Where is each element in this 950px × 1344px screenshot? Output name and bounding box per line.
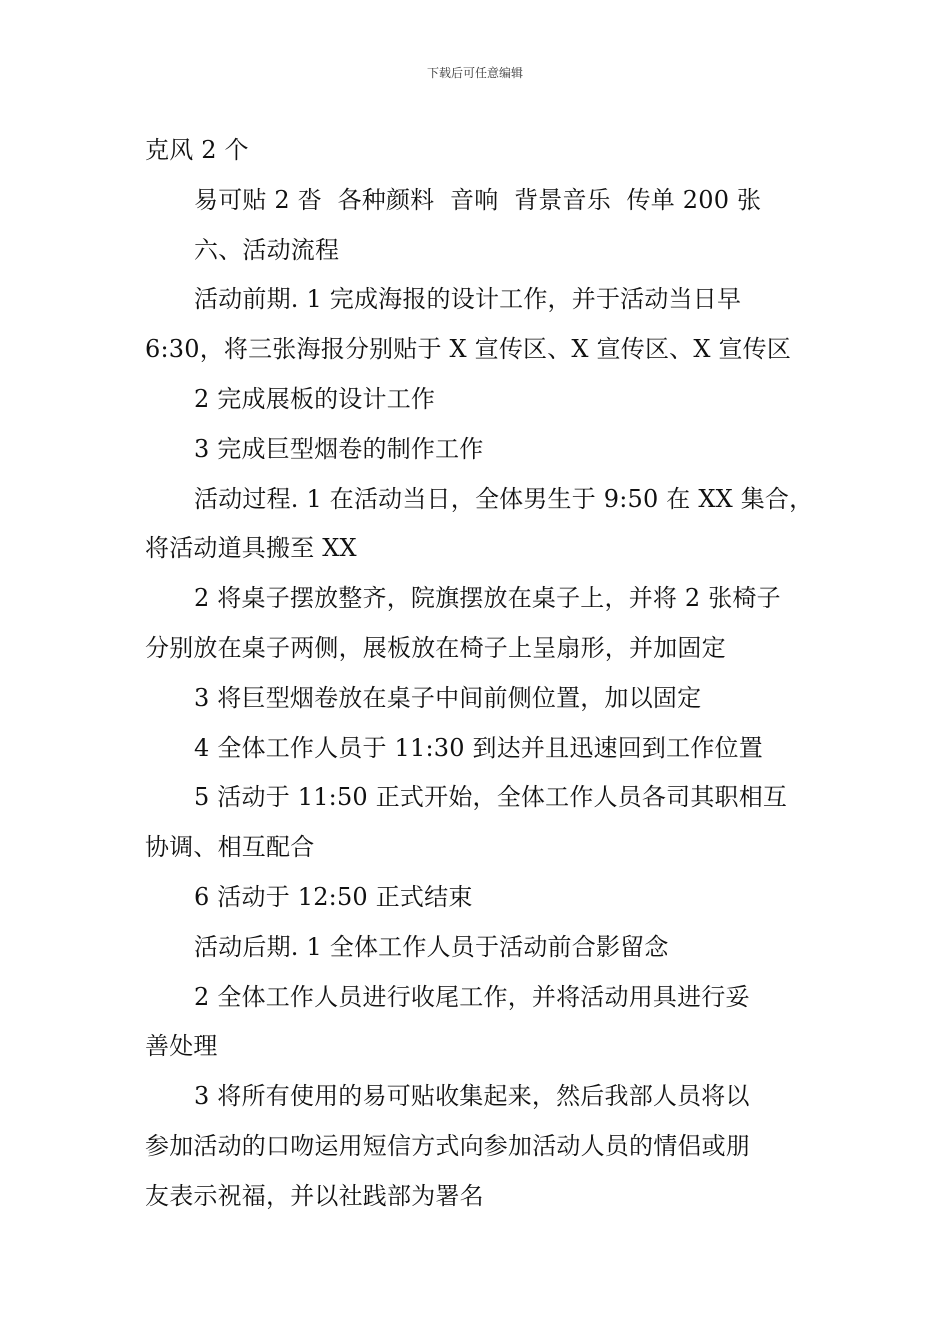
document-body xyxy=(145,126,845,1222)
paragraph: 活动前期. 1 完成海报的设计工作，并于活动当日早 6:30，将三张海报分别贴于 X 宣传区、X 宣传区、X 宣传区 xyxy=(145,285,792,364)
paragraph: 4 全体工作人员于 11:30 到达并且迅速回到工作位置 xyxy=(194,733,763,762)
paragraph: 2 完成展板的设计工作 xyxy=(194,384,436,413)
paragraph: 3 完成巨型烟卷的制作工作 xyxy=(194,434,484,463)
paragraph: 活动后期. 1 全体工作人员于活动前合影留念 xyxy=(194,932,669,961)
paragraph: 克风 2 个 xyxy=(145,136,249,164)
paragraph: 活动过程. 1 在活动当日，全体男生于 9:50 在 XX 集合， 将活动道具搬至 XX xyxy=(145,484,814,563)
paragraph: 5 活动于 11:50 正式开始，全体工作人员各司其职相互 协调、相互配合 xyxy=(145,783,788,862)
paragraph: 6 活动于 12:50 正式结束 xyxy=(194,882,473,911)
paragraph: 2 将桌子摆放整齐，院旗摆放在桌子上，并将 2 张椅子 分别放在桌子两侧，展板放在椅子上呈扇形，并加固定 xyxy=(145,584,781,662)
paragraph: 3 将所有使用的易可贴收集起来，然后我部人员将以 参加活动的口吻运用短信方式向参加活动人员的情侣或朋 友表示祝福，并以社践部为署名 xyxy=(145,1082,750,1210)
paragraph: 易可贴 2 沓 各种颜料 音响 背景音乐 传单 200 张 xyxy=(194,185,762,214)
paragraph: 2 全体工作人员进行收尾工作，并将活动用具进行妥 善处理 xyxy=(145,982,750,1061)
section-heading: 六、活动流程 xyxy=(194,235,340,264)
paragraph: 3 将巨型烟卷放在桌子中间前侧位置，加以固定 xyxy=(194,683,702,712)
page-header: 下载后可任意编辑 xyxy=(426,66,523,80)
